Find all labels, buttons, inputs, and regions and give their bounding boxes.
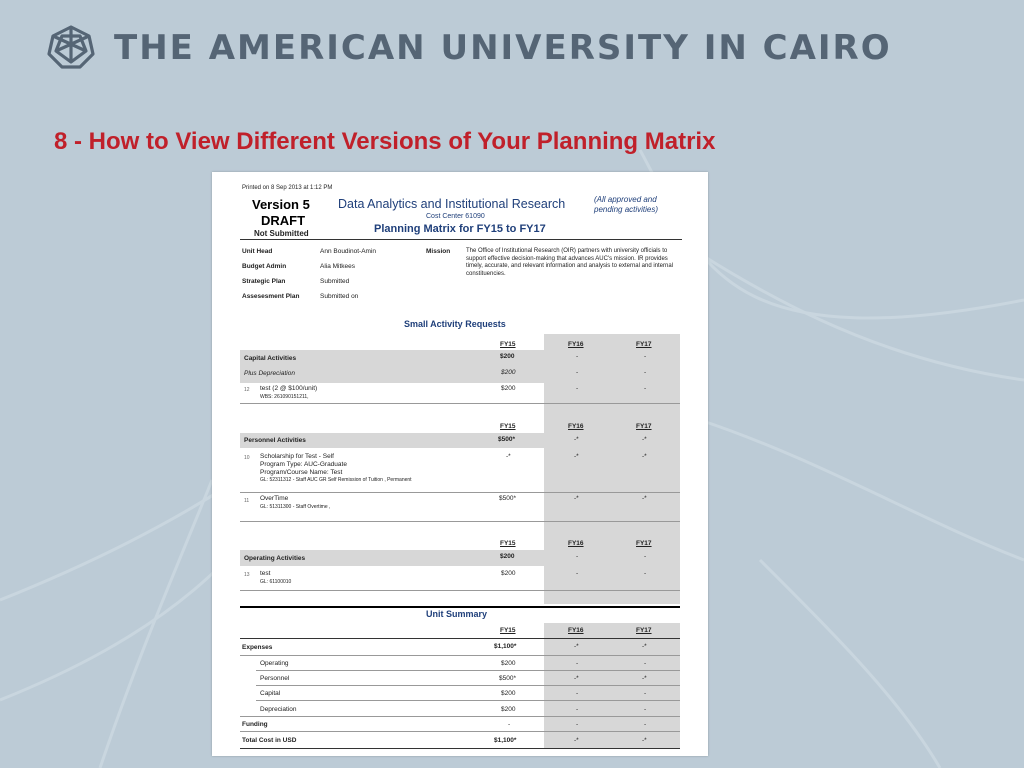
item-fy17: - [644,570,647,577]
item-fy16: - [576,570,579,577]
operating-fy17: - [644,553,647,560]
fy-header: FY15 [500,423,516,430]
mission-label: Mission [426,248,451,255]
row-divider [240,748,680,749]
summary-label: Capital [260,690,281,697]
summary-fy17: - [644,690,647,697]
summary-fy16: - [576,690,579,697]
depreciation-label: Plus Depreciation [244,370,295,377]
item-sub: GL: 52311312 - Staff AUC GR Self Remission of Tuition , Permanent [260,477,412,483]
mission-text: The Office of Institutional Research (OIR) partners with university officials to support effective decision-making that advances AUC's mission. IR provides timely, accurate, and relevant information and analysis to external and internal constituencies. [466,248,674,277]
version-label: Version 5 [252,197,310,212]
fy-header: FY16 [568,423,584,430]
item-fy17: - [644,385,647,392]
info-label: Unit Head [242,248,273,255]
planning-matrix-document [212,172,708,756]
item-fy16: -* [574,495,579,502]
capital-fy16: - [576,353,579,360]
row-divider [240,655,680,656]
item-fy15: -* [506,453,511,460]
item-title: OverTime [260,495,289,502]
department-name: Data Analytics and Institutional Research [338,197,566,211]
operating-fy15: $200 [500,553,515,560]
summary-fy16: -* [574,737,579,744]
row-divider [240,590,680,591]
row-divider [240,403,680,404]
row-divider [240,716,680,717]
item-fy15: $500* [499,495,516,502]
fy-header: FY17 [636,627,652,634]
depreciation-fy15: $200 [501,369,516,376]
item-sub: WBS: 261090151211, [260,394,309,400]
info-value: Submitted [320,278,350,285]
row-divider [240,731,680,732]
summary-fy16: - [576,721,579,728]
summary-label: Operating [260,660,289,667]
slide-title: 8 - How to View Different Versions of Your Planning Matrix [54,128,716,155]
fy-header: FY17 [636,341,652,348]
summary-fy16: - [576,706,579,713]
summary-fy17: -* [642,675,647,682]
info-value: Ann Boudinot-Amin [320,248,377,255]
summary-fy17: - [644,660,647,667]
summary-fy15: $1,100* [494,737,517,744]
summary-fy16: - [576,660,579,667]
fy-header: FY15 [500,540,516,547]
item-line: Program Type: AUC-Graduate [260,461,347,468]
submission-status: Not Submitted [254,229,309,238]
operating-header-row [240,550,680,566]
summary-fy15: $200 [501,660,516,667]
summary-divider [240,606,680,608]
item-sub: GL: 51311300 - Staff Overtime , [260,504,331,510]
header-divider [240,239,682,240]
operating-title: Operating Activities [244,555,306,562]
header-banner [0,0,1024,100]
cost-center: Cost Center 61090 [426,213,485,220]
summary-fy15: - [508,721,511,728]
summary-fy15: $500* [499,675,516,682]
depreciation-fy16: - [576,369,579,376]
small-activity-title: Small Activity Requests [404,319,506,329]
info-label: Strategic Plan [242,278,286,285]
capital-title: Capital Activities [244,355,297,362]
row-divider [256,685,680,686]
item-number: 10 [244,455,250,461]
summary-fy15: $1,100* [494,643,517,650]
info-label: Assesesment Plan [242,293,300,300]
summary-label: Expenses [242,644,273,651]
depreciation-fy17: - [644,369,647,376]
item-line: Program/Course Name: Test [260,469,343,476]
printed-date: Printed on 8 Sep 2013 at 1:12 PM [242,185,333,191]
info-label: Budget Admin [242,263,287,270]
item-fy16: -* [574,453,579,460]
fy-header: FY17 [636,423,652,430]
summary-fy16: -* [574,643,579,650]
item-number: 12 [244,387,250,393]
item-line: Scholarship for Test - Self [260,453,334,460]
personnel-fy16: -* [574,436,579,443]
capital-header-row [240,350,680,383]
summary-fy16: -* [574,675,579,682]
personnel-fy15: $500* [498,436,515,443]
fy-header: FY16 [568,627,584,634]
item-fy17: -* [642,495,647,502]
item-number: 13 [244,572,250,578]
fy-header: FY15 [500,627,516,634]
draft-label: DRAFT [261,213,306,228]
item-fy15: $200 [501,570,516,577]
item-fy15: $200 [501,385,516,392]
approval-note: (All approved and pending activities) [594,195,659,214]
summary-label: Depreciation [260,706,297,713]
summary-fy17: - [644,721,647,728]
row-divider [256,700,680,701]
summary-fy17: -* [642,737,647,744]
row-divider [240,521,680,522]
unit-summary-title: Unit Summary [426,609,488,619]
item-fy17: -* [642,453,647,460]
summary-fy15: $200 [501,690,516,697]
capital-fy17: - [644,353,647,360]
summary-fy17: - [644,706,647,713]
row-divider [256,670,680,671]
operating-fy16: - [576,553,579,560]
row-divider [240,638,680,639]
university-name: THE AMERICAN UNIVERSITY IN CAIRO [114,28,892,68]
fy-header: FY16 [568,540,584,547]
summary-label: Personnel [260,675,290,682]
fy-header: FY15 [500,341,516,348]
summary-fy17: -* [642,643,647,650]
item-number: 11 [244,498,250,504]
summary-label: Funding [242,721,268,728]
item-sub: GL: 61100010 [260,579,292,585]
summary-label: Total Cost in USD [242,737,297,744]
personnel-header-row [240,433,680,448]
personnel-title: Personnel Activities [244,437,306,444]
summary-fy15: $200 [501,706,516,713]
info-value: Submitted on [320,293,359,300]
item-title: test [260,570,271,577]
info-value: Alia Mitkees [320,263,356,270]
auc-logo-icon [42,24,100,70]
capital-fy15: $200 [500,353,515,360]
fy-header: FY16 [568,341,584,348]
item-title: test (2 @ $100/unit) [260,385,318,392]
planning-matrix-title: Planning Matrix for FY15 to FY17 [374,223,546,235]
item-fy16: - [576,385,579,392]
row-divider [240,492,680,493]
fy-header: FY17 [636,540,652,547]
personnel-fy17: -* [642,436,647,443]
